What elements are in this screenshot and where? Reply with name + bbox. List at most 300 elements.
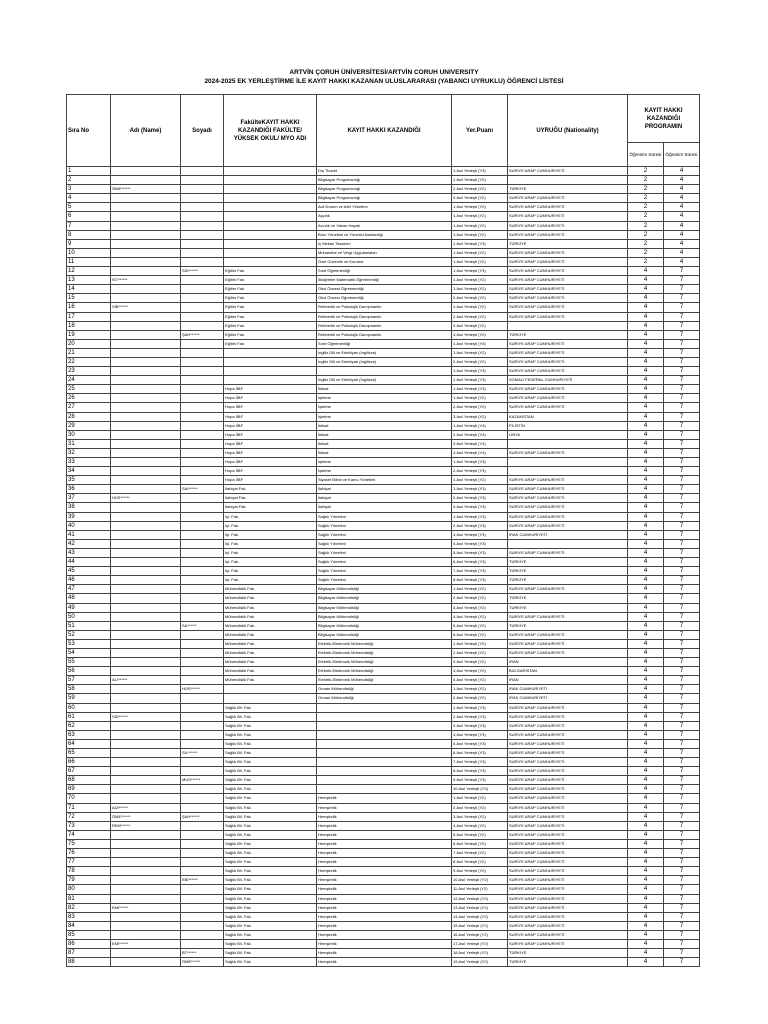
cell-duration-1: 2 [628, 185, 664, 194]
cell-surname [181, 285, 224, 294]
cell-program: Bilgisayar Programcılığı [317, 185, 452, 194]
cell-duration-2: 7 [664, 867, 700, 876]
cell-faculty: Sağlık Bil. Fak. [224, 721, 317, 730]
cell-name [111, 639, 181, 648]
cell-no: 37 [67, 494, 111, 503]
cell-duration-2: 7 [664, 758, 700, 767]
cell-faculty: Sağlık Bil. Fak. [224, 767, 317, 776]
cell-nationality: SURİYE ARAP CUMHURİYETİ [508, 930, 628, 939]
cell-no: 61 [67, 712, 111, 721]
cell-no: 5 [67, 203, 111, 212]
cell-name [111, 194, 181, 203]
table-row [67, 421, 700, 430]
cell-name [111, 721, 181, 730]
cell-duration-1: 4 [628, 721, 664, 730]
cell-name [111, 958, 181, 967]
cell-name [111, 548, 181, 557]
cell-placement: 13.Asıl Yerleşti (Y2) [452, 903, 508, 912]
cell-duration-2: 7 [664, 585, 700, 594]
cell-name [111, 385, 181, 394]
cell-duration-2: 7 [664, 958, 700, 967]
cell-no: 19 [67, 330, 111, 339]
cell-faculty: Eğitim Fak. [224, 276, 317, 285]
cell-duration-1: 4 [628, 267, 664, 276]
cell-faculty [224, 257, 317, 266]
cell-no: 47 [67, 585, 111, 594]
table-row [67, 676, 700, 685]
table-row [67, 448, 700, 457]
cell-duration-2: 7 [664, 785, 700, 794]
cell-name [111, 694, 181, 703]
cell-program: İlköğretim Matematik Öğretmenliği [317, 276, 452, 285]
table-row [67, 321, 700, 330]
cell-faculty: Sağlık Bil. Fak. [224, 939, 317, 948]
cell-duration-2: 7 [664, 767, 700, 776]
cell-duration-1: 4 [628, 467, 664, 476]
cell-placement: 1.Asıl Yerleşti (Y2) [452, 257, 508, 266]
cell-placement: 18.Asıl Yerleşti (Y2) [452, 949, 508, 958]
cell-nationality: SURİYE ARAP CUMHURİYETİ [508, 939, 628, 948]
cell-no: 33 [67, 458, 111, 467]
cell-no: 83 [67, 912, 111, 921]
cell-no: 50 [67, 612, 111, 621]
cell-duration-2: 7 [664, 812, 700, 821]
table-row [67, 348, 700, 357]
cell-nationality: SURİYE ARAP CUMHURİYETİ [508, 721, 628, 730]
cell-placement: 2.Asıl Yerleşti (Y2) [452, 648, 508, 657]
cell-nationality: SURİYE ARAP CUMHURİYETİ [508, 294, 628, 303]
cell-no: 46 [67, 576, 111, 585]
cell-no: 14 [67, 285, 111, 294]
cell-no: 35 [67, 476, 111, 485]
cell-duration-1: 4 [628, 567, 664, 576]
table-row [67, 949, 700, 958]
cell-nationality: SURİYE ARAP CUMHURİYETİ [508, 203, 628, 212]
cell-duration-1: 4 [628, 739, 664, 748]
cell-duration-1: 4 [628, 703, 664, 712]
cell-faculty: Hopa İİBF [224, 439, 317, 448]
cell-no: 55 [67, 658, 111, 667]
cell-nationality: SURİYE ARAP CUMHURİYETİ [508, 248, 628, 257]
cell-surname [181, 248, 224, 257]
cell-placement: 1.Asıl Yerleşti (Y4) [452, 421, 508, 430]
cell-duration-2: 7 [664, 858, 700, 867]
cell-name [111, 839, 181, 848]
column-header-nationality: UYRUĞU (Nationality) [508, 95, 628, 167]
table-row [67, 239, 700, 248]
cell-program: İşletme [317, 458, 452, 467]
cell-placement: 4.Asıl Yerleşti (Y3) [452, 539, 508, 548]
cell-faculty: Eğitim Fak. [224, 312, 317, 321]
cell-duration-2: 7 [664, 603, 700, 612]
cell-duration-2: 7 [664, 512, 700, 521]
cell-faculty: İşl. Fak. [224, 530, 317, 539]
cell-no: 6 [67, 212, 111, 221]
cell-faculty: Sağlık Bil. Fak. [224, 739, 317, 748]
cell-faculty: Mühendislik Fak. [224, 676, 317, 685]
cell-program: İktisat [317, 385, 452, 394]
cell-nationality: IRAK CUMHURİYETİ [508, 530, 628, 539]
cell-name [111, 585, 181, 594]
cell-surname [181, 939, 224, 948]
cell-duration-1: 2 [628, 230, 664, 239]
cell-no: 13 [67, 276, 111, 285]
cell-duration-2: 7 [664, 839, 700, 848]
cell-nationality: SURİYE ARAP CUMHURİYETİ [508, 903, 628, 912]
cell-duration-2: 7 [664, 939, 700, 948]
cell-name [111, 539, 181, 548]
cell-no: 65 [67, 749, 111, 758]
cell-nationality: SURİYE ARAP CUMHURİYETİ [508, 858, 628, 867]
cell-no: 66 [67, 758, 111, 767]
cell-placement: 2.Asıl Yerleşti (Y2) [452, 594, 508, 603]
table-row [67, 376, 700, 385]
cell-program: Hemşirelik [317, 885, 452, 894]
cell-duration-2: 7 [664, 485, 700, 494]
cell-faculty: Mühendislik Fak. [224, 621, 317, 630]
cell-duration-1: 4 [628, 276, 664, 285]
cell-nationality: SURİYE ARAP CUMHURİYETİ [508, 385, 628, 394]
cell-duration-2: 7 [664, 467, 700, 476]
cell-duration-1: 4 [628, 712, 664, 721]
table-row [67, 458, 700, 467]
cell-nationality: SURİYE ARAP CUMHURİYETİ [508, 612, 628, 621]
cell-no: 31 [67, 439, 111, 448]
cell-nationality: SURİYE ARAP CUMHURİYETİ [508, 812, 628, 821]
cell-faculty: Sağlık Bil. Fak. [224, 749, 317, 758]
cell-duration-1: 4 [628, 312, 664, 321]
table-row [67, 312, 700, 321]
cell-faculty [224, 167, 317, 176]
cell-no: 27 [67, 403, 111, 412]
cell-duration-1: 4 [628, 530, 664, 539]
cell-no: 11 [67, 257, 111, 266]
cell-nationality: SURİYE ARAP CUMHURİYETİ [508, 876, 628, 885]
cell-name: ALİ****** [111, 676, 181, 685]
cell-duration-1: 4 [628, 930, 664, 939]
cell-duration-1: 4 [628, 585, 664, 594]
cell-no: 76 [67, 849, 111, 858]
cell-placement: 1.Asıl Yerleşti (Y2) [452, 476, 508, 485]
cell-faculty: İşl. Fak. [224, 576, 317, 585]
cell-placement: 4.Asıl Yerleşti (Y2) [452, 612, 508, 621]
cell-nationality: IRAK CUMHURİYETİ [508, 685, 628, 694]
cell-surname [181, 912, 224, 921]
cell-nationality: IRAN [508, 658, 628, 667]
cell-duration-1: 4 [628, 612, 664, 621]
cell-faculty: İşl. Fak. [224, 567, 317, 576]
cell-duration-2: 7 [664, 894, 700, 903]
table-row [67, 330, 700, 339]
cell-placement: 1.Asıl Yerleşti (Y3) [452, 376, 508, 385]
table-row [67, 685, 700, 694]
table-row [67, 658, 700, 667]
cell-faculty: İşl. Fak. [224, 539, 317, 548]
cell-program: Sağlık Yönetimi [317, 530, 452, 539]
cell-surname [181, 439, 224, 448]
cell-surname [181, 585, 224, 594]
cell-surname [181, 858, 224, 867]
cell-program: Elektrik-Elektronik Mühendisliği [317, 639, 452, 648]
cell-duration-2: 7 [664, 448, 700, 457]
cell-placement: 1.Asıl Yerleşti (Y3) [452, 239, 508, 248]
cell-name: EMİ****** [111, 903, 181, 912]
table-row [67, 849, 700, 858]
cell-no: 9 [67, 239, 111, 248]
cell-nationality: SURİYE ARAP CUMHURİYETİ [508, 885, 628, 894]
cell-placement: 1.Asıl Yerleşti (Y2) [452, 303, 508, 312]
cell-faculty: Sağlık Bil. Fak. [224, 730, 317, 739]
cell-duration-2: 4 [664, 203, 700, 212]
cell-duration-1: 2 [628, 194, 664, 203]
cell-surname [181, 885, 224, 894]
cell-faculty: Hopa İİBF [224, 458, 317, 467]
cell-program: Avcılık ve Yaban Hayatı [317, 221, 452, 230]
cell-duration-1: 4 [628, 876, 664, 885]
cell-duration-2: 7 [664, 803, 700, 812]
cell-no: 3 [67, 185, 111, 194]
cell-duration-2: 7 [664, 912, 700, 921]
cell-faculty: İşl. Fak. [224, 558, 317, 567]
cell-duration-2: 7 [664, 285, 700, 294]
cell-faculty [224, 367, 317, 376]
cell-name [111, 321, 181, 330]
cell-duration-2: 7 [664, 703, 700, 712]
cell-no: 53 [67, 639, 111, 648]
cell-no: 49 [67, 603, 111, 612]
cell-program: İktisat [317, 421, 452, 430]
cell-name: İST****** [111, 276, 181, 285]
table-row [67, 203, 700, 212]
document-subtitle: 2024-2025 EK YERLEŞTİRME İLE KAYIT HAKKI KAZANAN ULUSLARARASI (YABANCI UYRUKLU) ÖĞRENCİ LİSTESİ [204, 78, 564, 85]
cell-nationality: SURİYE ARAP CUMHURİYETİ [508, 639, 628, 648]
cell-surname: ŞAH****** [181, 330, 224, 339]
table-row [67, 412, 700, 421]
cell-program: İngiliz Dili ve Edebiyatı (İngilizce) [317, 348, 452, 357]
cell-program: Hemşirelik [317, 876, 452, 885]
cell-duration-1: 4 [628, 357, 664, 366]
cell-placement: 3.Asıl Yerleşti (Y2) [452, 194, 508, 203]
cell-surname: SAİ****** [181, 485, 224, 494]
cell-duration-2: 7 [664, 749, 700, 758]
cell-duration-2: 4 [664, 167, 700, 176]
table-row [67, 858, 700, 867]
cell-faculty: Eğitim Fak. [224, 267, 317, 276]
cell-no: 85 [67, 930, 111, 939]
cell-name [111, 439, 181, 448]
cell-placement: 10.Asıl Yerleşti (Y2) [452, 876, 508, 885]
table-row [67, 403, 700, 412]
cell-no: 54 [67, 648, 111, 657]
cell-name [111, 648, 181, 657]
cell-no: 82 [67, 903, 111, 912]
cell-duration-2: 4 [664, 230, 700, 239]
cell-name [111, 930, 181, 939]
cell-faculty: Sağlık Bil. Fak. [224, 894, 317, 903]
cell-program: Rehberlik ve Psikolojik Danışmanlık [317, 330, 452, 339]
cell-nationality: SURİYE ARAP CUMHURİYETİ [508, 257, 628, 266]
cell-nationality: SURİYE ARAP CUMHURİYETİ [508, 849, 628, 858]
cell-no: 24 [67, 376, 111, 385]
cell-surname [181, 676, 224, 685]
cell-no: 17 [67, 312, 111, 321]
cell-name [111, 212, 181, 221]
cell-placement: 1.Asıl Yerleşti (Y3) [452, 458, 508, 467]
cell-program [317, 776, 452, 785]
cell-name [111, 330, 181, 339]
cell-nationality: SURİYE ARAP CUMHURİYETİ [508, 476, 628, 485]
cell-duration-2: 7 [664, 612, 700, 621]
table-body [67, 167, 700, 967]
cell-placement: 4.Asıl Yerleşti (Y3) [452, 730, 508, 739]
cell-faculty: Sağlık Bil. Fak. [224, 949, 317, 958]
cell-no: 88 [67, 958, 111, 967]
table-row [67, 339, 700, 348]
cell-no: 41 [67, 530, 111, 539]
cell-placement: 4.Asıl Yerleşti (Y4) [452, 448, 508, 457]
cell-placement: 14.Asıl Yerleşti (Y2) [452, 912, 508, 921]
table-row [67, 703, 700, 712]
cell-program: İktisat [317, 430, 452, 439]
cell-name [111, 503, 181, 512]
cell-faculty: Sağlık Bil. Fak. [224, 930, 317, 939]
cell-name [111, 403, 181, 412]
cell-placement: 17.Asıl Yerleşti (Y2) [452, 939, 508, 948]
cell-nationality: TÜRKİYE [508, 239, 628, 248]
cell-no: 64 [67, 739, 111, 748]
cell-name [111, 257, 181, 266]
cell-nationality: SURİYE ARAP CUMHURİYETİ [508, 285, 628, 294]
cell-duration-1: 4 [628, 485, 664, 494]
table-row [67, 776, 700, 785]
cell-duration-2: 7 [664, 930, 700, 939]
cell-placement: 1.Asıl Yerleşti (Y3) [452, 512, 508, 521]
cell-name [111, 339, 181, 348]
cell-name [111, 921, 181, 930]
cell-surname [181, 694, 224, 703]
cell-placement: 1.Asıl Yerleşti (Y2) [452, 585, 508, 594]
cell-faculty: Mühendislik Fak. [224, 594, 317, 603]
cell-program: Bilgisayar Mühendisliği [317, 603, 452, 612]
cell-duration-2: 7 [664, 312, 700, 321]
cell-no: 10 [67, 248, 111, 257]
cell-name [111, 467, 181, 476]
cell-duration-1: 4 [628, 658, 664, 667]
cell-faculty: Sağlık Bil. Fak. [224, 812, 317, 821]
table-row [67, 503, 700, 512]
cell-surname [181, 558, 224, 567]
cell-no: 72 [67, 812, 111, 821]
cell-placement: 10.Asıl Yerleşti (Y3) [452, 785, 508, 794]
cell-program: Sağlık Yönetimi [317, 548, 452, 557]
cell-duration-1: 4 [628, 330, 664, 339]
cell-faculty: Sağlık Bil. Fak. [224, 785, 317, 794]
cell-program: İlahiyat [317, 494, 452, 503]
cell-duration-1: 2 [628, 203, 664, 212]
cell-no: 58 [67, 685, 111, 694]
cell-name [111, 485, 181, 494]
cell-faculty: Sağlık Bil. Fak. [224, 776, 317, 785]
cell-duration-1: 4 [628, 794, 664, 803]
cell-placement: 6.Asıl Yerleşti (Y3) [452, 558, 508, 567]
cell-placement: 1.Asıl Yerleşti (Y3) [452, 385, 508, 394]
cell-name [111, 357, 181, 366]
cell-surname [181, 603, 224, 612]
cell-faculty [224, 348, 317, 357]
cell-program: Sağlık Yönetimi [317, 567, 452, 576]
cell-placement: 8.Asıl Yerleşti (Y3) [452, 576, 508, 585]
column-header-placement: Yer.Puanı [452, 95, 508, 167]
cell-placement: 1.Asıl Yerleşti (Y2) [452, 203, 508, 212]
cell-duration-1: 4 [628, 294, 664, 303]
table-row [67, 794, 700, 803]
table-row [67, 739, 700, 748]
cell-faculty: Hopa İİBF [224, 403, 317, 412]
cell-name [111, 412, 181, 421]
cell-duration-2: 7 [664, 403, 700, 412]
cell-program: İşletme [317, 403, 452, 412]
cell-name [111, 594, 181, 603]
cell-no: 22 [67, 357, 111, 366]
cell-duration-1: 4 [628, 894, 664, 903]
cell-placement: 4.Asıl Yerleşti (Y2) [452, 821, 508, 830]
cell-duration-1: 4 [628, 648, 664, 657]
cell-surname [181, 476, 224, 485]
cell-surname [181, 321, 224, 330]
cell-duration-2: 7 [664, 267, 700, 276]
cell-duration-1: 4 [628, 830, 664, 839]
cell-duration-2: 7 [664, 830, 700, 839]
cell-no: 75 [67, 839, 111, 848]
cell-faculty: Eğitim Fak. [224, 339, 317, 348]
cell-surname [181, 221, 224, 230]
cell-faculty: İşl. Fak. [224, 548, 317, 557]
cell-program: Siyaset Bilimi ve Kamu Yönetimi [317, 476, 452, 485]
cell-no: 84 [67, 921, 111, 930]
cell-nationality: TÜRKİYE [508, 958, 628, 967]
cell-placement: 1.Asıl Yerleşti (Y2) [452, 394, 508, 403]
cell-program: Bilgisayar Programcılığı [317, 176, 452, 185]
cell-name [111, 730, 181, 739]
cell-program: Hemşirelik [317, 949, 452, 958]
cell-faculty [224, 203, 317, 212]
cell-duration-2: 7 [664, 794, 700, 803]
table-row [67, 667, 700, 676]
cell-faculty: Hopa İİBF [224, 430, 317, 439]
cell-program: Hemşirelik [317, 894, 452, 903]
cell-program: İktisat [317, 448, 452, 457]
cell-nationality: SURİYE ARAP CUMHURİYETİ [508, 394, 628, 403]
table-row [67, 903, 700, 912]
cell-surname: BT****** [181, 949, 224, 958]
cell-placement: 11.Asıl Yerleşti (Y2) [452, 885, 508, 894]
cell-surname [181, 430, 224, 439]
cell-program: İktisat [317, 439, 452, 448]
cell-surname [181, 667, 224, 676]
cell-nationality: IRAK CUMHURİYETİ [508, 694, 628, 703]
table-row [67, 494, 700, 503]
cell-surname [181, 921, 224, 930]
cell-no: 74 [67, 830, 111, 839]
cell-no: 1 [67, 167, 111, 176]
cell-nationality: SURİYE ARAP CUMHURİYETİ [508, 448, 628, 457]
cell-nationality: BULGARİSTAN [508, 667, 628, 676]
cell-program: Bilgisayar Mühendisliği [317, 630, 452, 639]
cell-surname [181, 739, 224, 748]
cell-nationality [508, 321, 628, 330]
cell-program: Elektrik-Elektronik Mühendisliği [317, 658, 452, 667]
cell-faculty [224, 194, 317, 203]
